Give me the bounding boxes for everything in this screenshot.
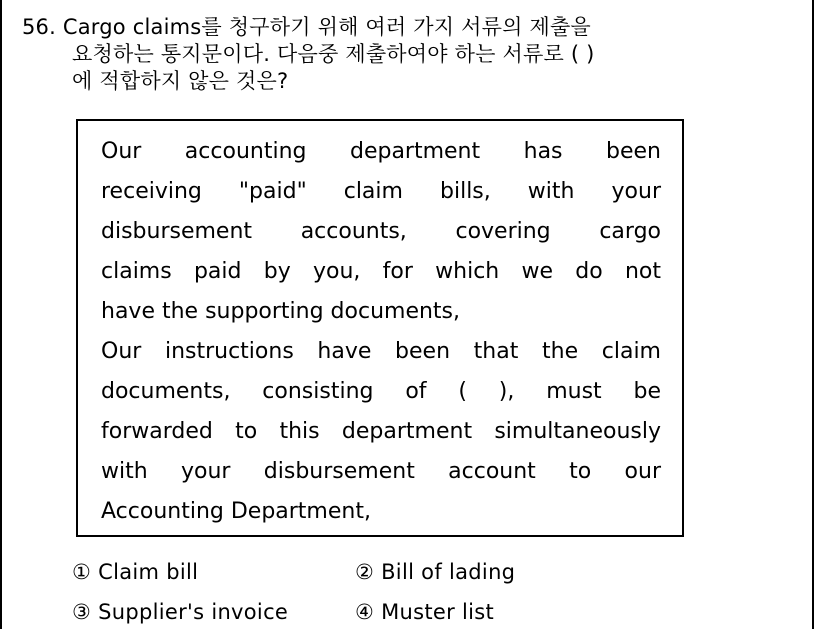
passage-line-9: with your disbursement account to our xyxy=(101,459,661,484)
passage-line-1: Our accounting department has been xyxy=(101,139,661,164)
question-stem-line-2: 요청하는 통지문이다. 다음중 제출하여야 하는 서류로 ( ) xyxy=(72,42,595,66)
passage-line-8: forwarded to this department simultaneously xyxy=(101,419,661,444)
answer-choice-4[interactable]: ④ Muster list xyxy=(355,600,495,624)
passage-line-2: receiving "paid" claim bills, with your xyxy=(101,179,661,204)
passage-line-4: claims paid by you, for which we do not xyxy=(101,259,661,284)
answer-choice-2[interactable]: ② Bill of lading xyxy=(355,560,516,584)
answer-choice-3[interactable]: ③ Supplier's invoice xyxy=(72,600,289,624)
page-left-border xyxy=(0,0,2,629)
passage-line-10: Accounting Department, xyxy=(101,499,371,524)
passage-line-5: have the supporting documents, xyxy=(101,299,461,324)
passage-line-3: disbursement accounts, covering cargo xyxy=(101,219,661,244)
answer-choice-1[interactable]: ① Claim bill xyxy=(72,560,199,584)
page-right-border xyxy=(812,0,814,629)
question-stem-line-3: 에 적합하지 않은 것은? xyxy=(72,69,289,93)
passage-line-7: documents, consisting of ( ), must be xyxy=(101,379,661,404)
passage-box xyxy=(76,119,684,537)
question-stem-line-1: 56. Cargo claims를 청구하기 위해 여러 가지 서류의 제출을 xyxy=(22,15,591,39)
passage-line-6: Our instructions have been that the claim xyxy=(101,339,661,364)
